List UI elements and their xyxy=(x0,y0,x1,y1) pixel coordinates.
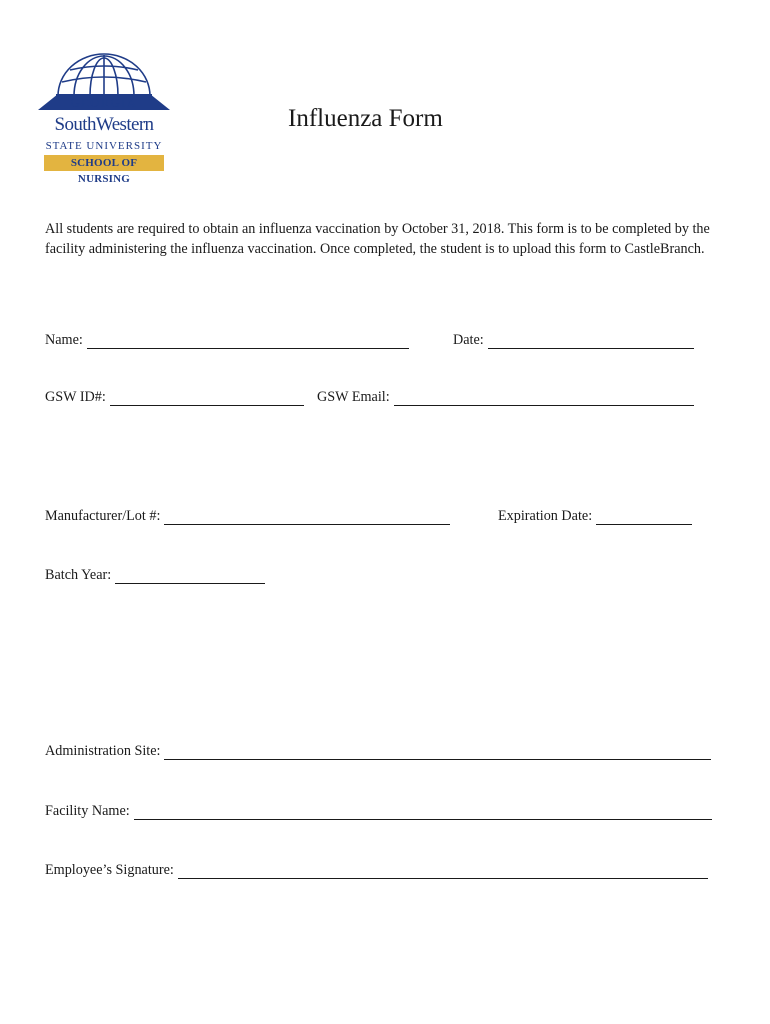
batch-year-field xyxy=(45,567,265,584)
name-field xyxy=(45,332,409,349)
expiration-date-field xyxy=(498,508,692,525)
facility-name-label: Facility Name: xyxy=(45,803,130,819)
employee-signature-input-line[interactable] xyxy=(178,864,708,879)
logo-georgia-text: GEORGIA xyxy=(70,96,138,110)
logo-school-of-nursing-banner: SCHOOL OF NURSING xyxy=(44,155,164,171)
manufacturer-lot-field xyxy=(45,508,450,525)
administration-site-label: Administration Site: xyxy=(45,743,161,759)
logo-southwestern-text: SouthWestern xyxy=(54,114,154,135)
gsw-email-input-line[interactable] xyxy=(394,391,694,406)
manufacturer-lot-input-line[interactable] xyxy=(164,510,450,525)
manufacturer-lot-label: Manufacturer/Lot #: xyxy=(45,508,161,524)
batch-year-input-line[interactable] xyxy=(115,569,265,584)
name-label: Name: xyxy=(45,332,83,348)
page-title: Influenza Form xyxy=(288,105,443,132)
administration-site-input-line[interactable] xyxy=(164,745,711,760)
administration-site-field xyxy=(45,743,711,760)
gsw-id-label: GSW ID#: xyxy=(45,389,106,405)
date-field xyxy=(453,332,694,349)
date-label: Date: xyxy=(453,332,484,348)
gsw-email-label: GSW Email: xyxy=(317,389,390,405)
expiration-date-input-line[interactable] xyxy=(596,510,692,525)
logo-state-university-text: STATE UNIVERSITY xyxy=(45,140,163,152)
gsw-id-input-line[interactable] xyxy=(110,391,304,406)
university-logo xyxy=(36,52,172,185)
facility-name-input-line[interactable] xyxy=(134,805,712,820)
gsw-id-field xyxy=(45,389,304,406)
expiration-date-label: Expiration Date: xyxy=(498,508,593,524)
batch-year-label: Batch Year: xyxy=(45,567,112,583)
gsw-email-field xyxy=(317,389,694,406)
date-input-line[interactable] xyxy=(488,334,694,349)
facility-name-field xyxy=(45,803,712,820)
employee-signature-field xyxy=(45,862,708,879)
name-input-line[interactable] xyxy=(87,334,409,349)
employee-signature-label: Employee’s Signature: xyxy=(45,862,174,878)
instructions-paragraph: All students are required to obtain an influenza vaccination by October 31, 2018. This form is to be completed by the facility administering the influenza vaccination. Once completed, the student is to upload this form to CastleBranch. xyxy=(45,221,710,257)
